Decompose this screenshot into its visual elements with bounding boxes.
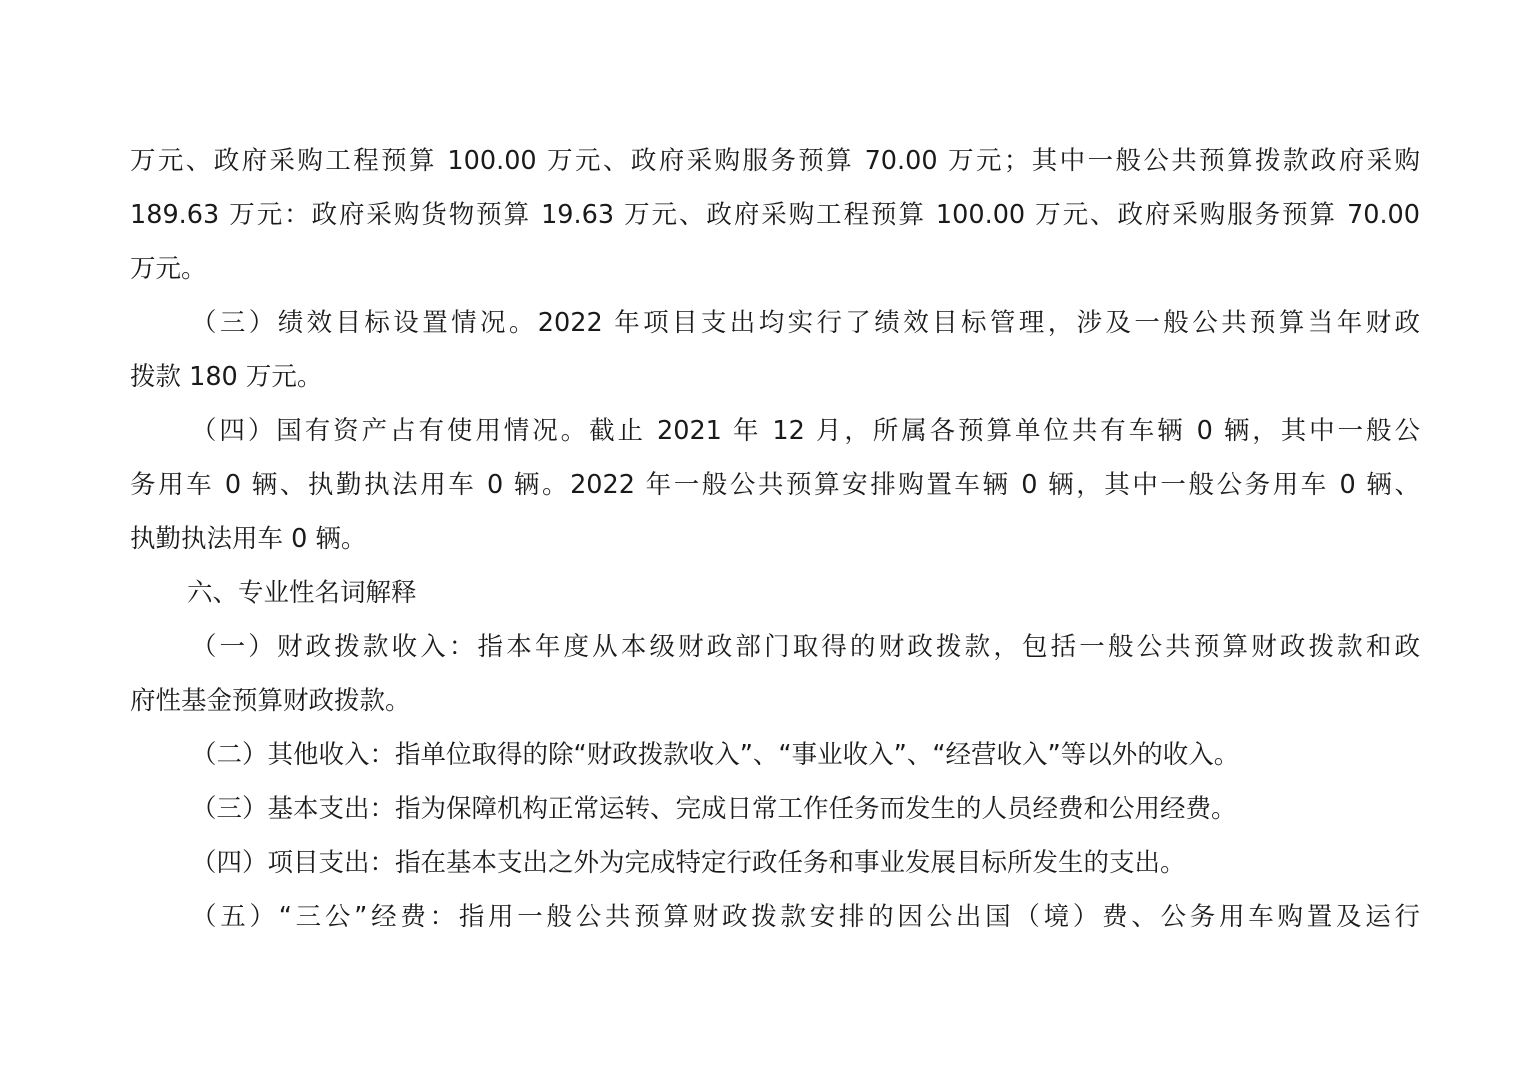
document-body xyxy=(130,138,1420,948)
text-line-3: 万元。 xyxy=(130,254,207,284)
text-line-8: 执勤执法用车 0 辆。 xyxy=(130,524,367,554)
text-line-7: 务用车 0 辆、执勤执法用车 0 辆。2022 年一般公共预算安排购置车辆 0 辆，其中一般公务用车 0 辆、 xyxy=(130,470,1420,500)
text-line-13: （三）基本支出：指为保障机构正常运转、完成日常工作任务而发生的人员经费和公用经费。 xyxy=(191,794,1237,824)
text-line-2: 189.63 万元：政府采购货物预算 19.63 万元、政府采购工程预算 100.00 万元、政府采购服务预算 70.00 xyxy=(130,200,1420,230)
text-line-10: （一）财政拨款收入：指本年度从本级财政部门取得的财政拨款，包括一般公共预算财政拨款和政 xyxy=(191,632,1420,662)
text-line-6: （四）国有资产占有使用情况。截止 2021 年 12 月，所属各预算单位共有车辆 0 辆，其中一般公 xyxy=(191,416,1420,446)
text-line-15: （五）“三公”经费：指用一般公共预算财政拨款安排的因公出国（境）费、公务用车购置及运行 xyxy=(191,902,1420,932)
section-heading: 六、专业性名词解释 xyxy=(187,578,417,608)
text-line-1: 万元、政府采购工程预算 100.00 万元、政府采购服务预算 70.00 万元；其中一般公共预算拨款政府采购 xyxy=(130,146,1420,176)
text-line-5: 拨款 180 万元。 xyxy=(130,362,323,392)
text-line-4: （三）绩效目标设置情况。2022 年项目支出均实行了绩效目标管理，涉及一般公共预算当年财政 xyxy=(191,308,1420,338)
text-line-12: （二）其他收入：指单位取得的除“财政拨款收入”、“事业收入”、“经营收入”等以外的收入。 xyxy=(191,740,1240,770)
text-line-14: （四）项目支出：指在基本支出之外为完成特定行政任务和事业发展目标所发生的支出。 xyxy=(191,848,1186,878)
text-line-11: 府性基金预算财政拨款。 xyxy=(130,686,411,716)
